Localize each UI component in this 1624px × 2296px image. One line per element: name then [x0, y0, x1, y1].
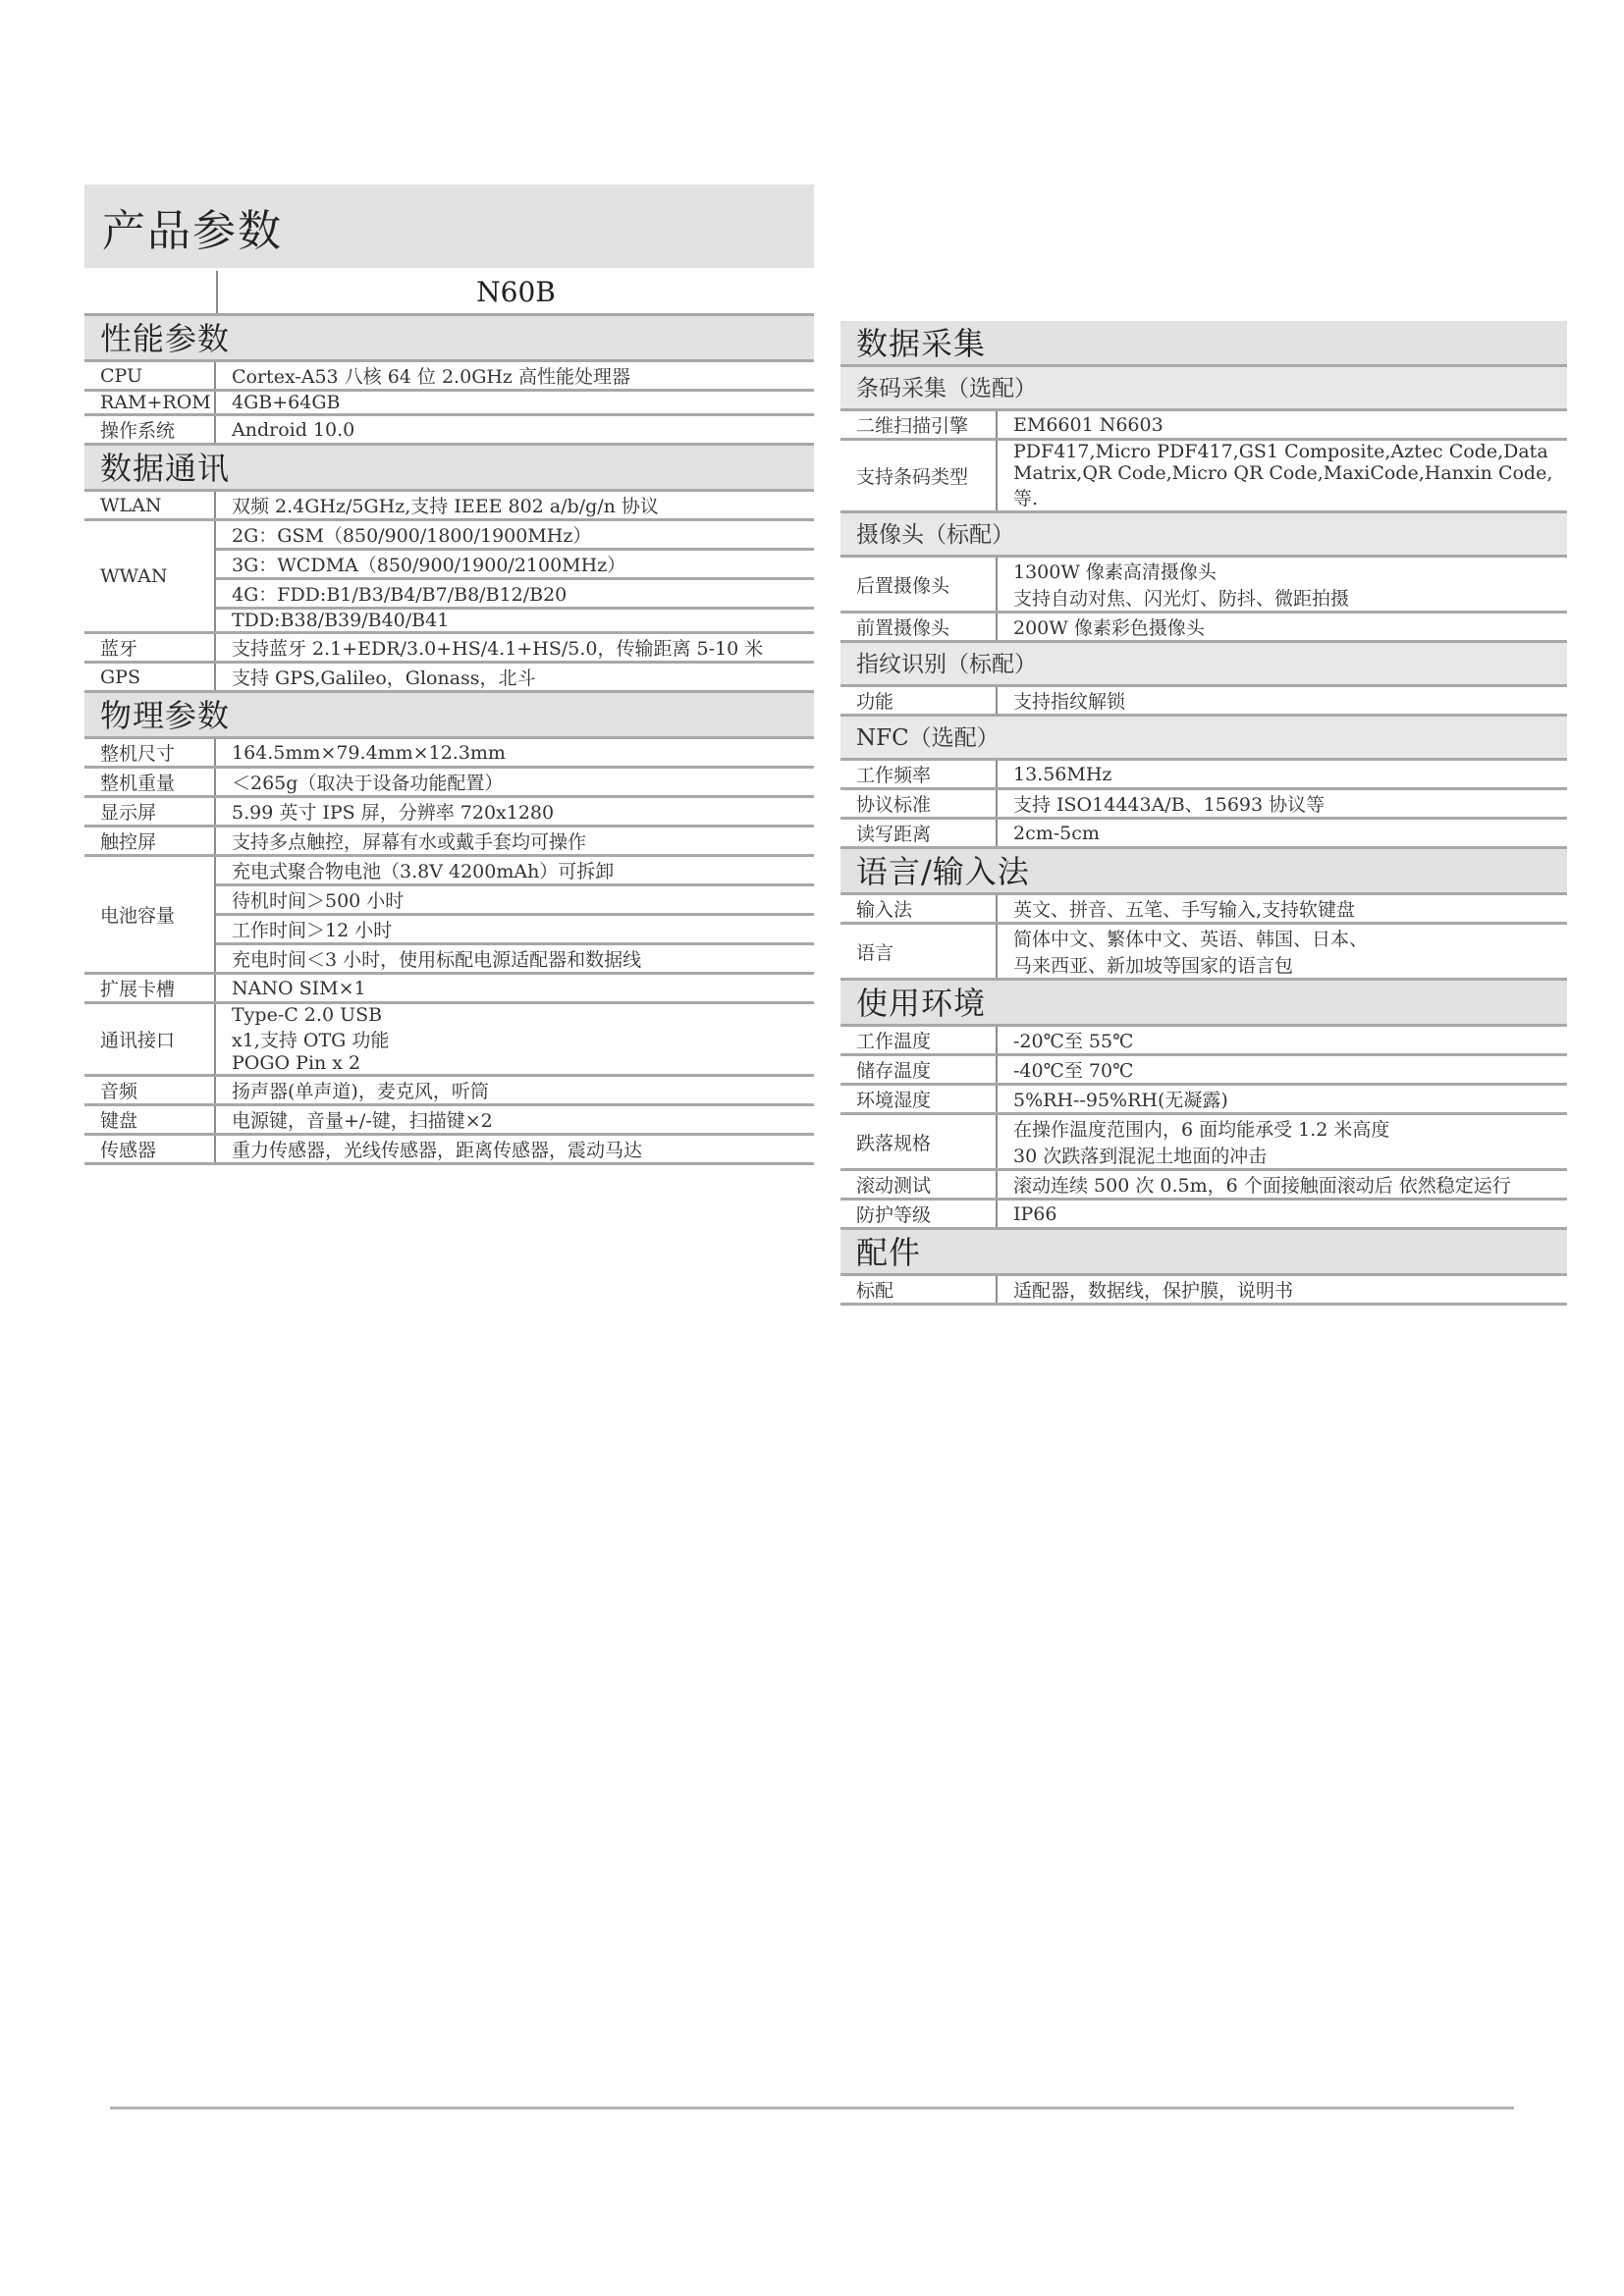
- spec-value: 简体中文、繁体中文、英语、韩国、日本、: [1013, 929, 1369, 950]
- subsection-heading: NFC（选配）: [840, 717, 1567, 761]
- spec-label: GPS: [84, 664, 216, 690]
- spec-value: Type-C 2.0 USB: [232, 1004, 383, 1026]
- spec-label: 传感器: [84, 1136, 216, 1162]
- footer-divider: [110, 2107, 1514, 2109]
- spec-value: 164.5mm×79.4mm×12.3mm: [232, 741, 506, 764]
- spec-value: 13.56MHz: [1013, 763, 1112, 785]
- spec-value: IP66: [1013, 1202, 1057, 1225]
- spec-value: -20℃至 55℃: [1013, 1031, 1134, 1052]
- spec-label: 操作系统: [84, 416, 216, 443]
- spec-value: 支持蓝牙 2.1+EDR/3.0+HS/4.1+HS/5.0，传输距离 5-10 米: [232, 638, 764, 660]
- spec-row: [840, 411, 1567, 441]
- spec-row: [84, 521, 814, 634]
- spec-value: 支持多点触控，屏幕有水或戴手套均可操作: [232, 831, 587, 853]
- spec-row: [84, 828, 814, 857]
- spec-label: 触控屏: [84, 828, 216, 854]
- spec-label: 功能: [840, 687, 998, 714]
- spec-row: [84, 392, 814, 416]
- spec-label: WWAN: [84, 521, 216, 631]
- spec-value: 马来西亚、新加坡等国家的语言包: [1013, 955, 1294, 977]
- spec-row: [840, 558, 1567, 614]
- spec-label: 跌落规格: [840, 1115, 998, 1168]
- spec-label: 音频: [84, 1077, 216, 1103]
- spec-value: x1,支持 OTG 功能: [232, 1030, 390, 1051]
- spec-row: [84, 1077, 814, 1106]
- left-spec-body: [84, 316, 814, 1165]
- spec-label: 标配: [840, 1276, 998, 1303]
- spec-row: [840, 895, 1567, 925]
- spec-value: TDD:B38/B39/B40/B41: [216, 607, 814, 631]
- model-header-blank-cell: [84, 271, 218, 313]
- left-spec-column: [84, 185, 814, 1165]
- spec-row: [840, 1056, 1567, 1086]
- spec-label: 语言: [840, 925, 998, 978]
- spec-row: [840, 1115, 1567, 1171]
- page-title: 产品参数: [84, 185, 814, 271]
- spec-value: 待机时间＞500 小时: [216, 883, 814, 913]
- subsection-heading: 摄像头（标配）: [840, 513, 1567, 558]
- spec-label: 工作频率: [840, 761, 998, 787]
- spec-row: [840, 1027, 1567, 1056]
- spec-value: 电源键，音量+/-键，扫描键×2: [232, 1110, 493, 1132]
- spec-label: CPU: [84, 362, 216, 389]
- spec-row: [840, 820, 1567, 849]
- spec-value: 充电时间＜3 小时，使用标配电源适配器和数据线: [216, 942, 814, 972]
- spec-value: 滚动连续 500 次 0.5m，6 个面接触面滚动后 依然稳定运行: [1013, 1175, 1511, 1197]
- section-heading: 物理参数: [84, 693, 814, 739]
- spec-value: 在操作温度范围内，6 面均能承受 1.2 米高度: [1013, 1119, 1390, 1141]
- spec-row: [84, 362, 814, 392]
- section-heading: 使用环境: [840, 981, 1567, 1027]
- spec-label: WLAN: [84, 492, 216, 518]
- spec-row: [84, 634, 814, 664]
- spec-label: 协议标准: [840, 790, 998, 817]
- spec-row: [84, 769, 814, 798]
- spec-value: 支持 GPS,Galileo，Glonass，北斗: [232, 667, 536, 689]
- spec-label: 蓝牙: [84, 634, 216, 661]
- spec-value: -40℃至 70℃: [1013, 1060, 1134, 1082]
- spec-row: [84, 664, 814, 693]
- spec-row: [840, 1276, 1567, 1306]
- subsection-heading: 指纹识别（标配）: [840, 643, 1567, 687]
- spec-row: [840, 1171, 1567, 1201]
- model-name: N60B: [476, 276, 556, 308]
- spec-value: 2cm-5cm: [1013, 822, 1100, 844]
- spec-label: 电池容量: [84, 857, 216, 972]
- spec-label: 环境湿度: [840, 1086, 998, 1112]
- spec-value: POGO Pin x 2: [232, 1052, 361, 1074]
- spec-value: 5%RH--95%RH(无凝露): [1013, 1090, 1228, 1111]
- spec-row: [840, 441, 1567, 513]
- spec-label: 防护等级: [840, 1201, 998, 1227]
- spec-value: 4G：FDD:B1/B3/B4/B7/B8/B12/B20: [216, 577, 814, 607]
- spec-value: 充电式聚合物电池（3.8V 4200mAh）可拆卸: [232, 861, 615, 882]
- spec-label: 滚动测试: [840, 1171, 998, 1198]
- spec-value: 200W 像素彩色摄像头: [1013, 617, 1205, 639]
- spec-value: 4GB+64GB: [232, 392, 341, 413]
- spec-row: [840, 790, 1567, 820]
- spec-value: Android 10.0: [232, 418, 355, 441]
- spec-label: 读写距离: [840, 820, 998, 846]
- spec-value: 适配器，数据线，保护膜，说明书: [1013, 1280, 1294, 1302]
- spec-value: EM6601 N6603: [1013, 413, 1164, 436]
- spec-row: [840, 1086, 1567, 1115]
- section-heading: 性能参数: [84, 316, 814, 362]
- spec-label: 输入法: [840, 895, 998, 922]
- spec-row: [84, 416, 814, 446]
- spec-value: Cortex-A53 八核 64 位 2.0GHz 高性能处理器: [232, 366, 630, 388]
- spec-value: 扬声器(单声道)，麦克风，听筒: [232, 1081, 489, 1102]
- spec-value: PDF417,Micro PDF417,GS1 Composite,Aztec Code,Data: [1013, 441, 1548, 462]
- right-spec-column: [840, 321, 1567, 1306]
- spec-row: [84, 1106, 814, 1136]
- spec-label: 后置摄像头: [840, 558, 998, 611]
- spec-row: [84, 492, 814, 521]
- spec-row: [84, 1004, 814, 1077]
- spec-value: 支持指纹解锁: [1013, 691, 1126, 713]
- spec-row: [84, 739, 814, 769]
- spec-label: 工作温度: [840, 1027, 998, 1053]
- spec-value: 双频 2.4GHz/5GHz,支持 IEEE 802 a/b/g/n 协议: [232, 496, 659, 517]
- spec-label: 显示屏: [84, 798, 216, 825]
- spec-label: 整机重量: [84, 769, 216, 795]
- spec-label: 支持条码类型: [840, 441, 998, 510]
- spec-label: 二维扫描引擎: [840, 411, 998, 438]
- spec-row: [84, 1136, 814, 1165]
- spec-value: 支持 ISO14443A/B、15693 协议等: [1013, 794, 1326, 816]
- spec-row: [840, 614, 1567, 643]
- spec-value: NANO SIM×1: [232, 977, 366, 999]
- spec-row: [840, 1201, 1567, 1230]
- spec-row: [840, 925, 1567, 981]
- spec-value: 2G：GSM（850/900/1800/1900MHz）: [232, 525, 592, 547]
- spec-label: 通讯接口: [84, 1004, 216, 1074]
- spec-row: [84, 798, 814, 828]
- spec-value: 5.99 英寸 IPS 屏，分辨率 720x1280: [232, 802, 555, 824]
- spec-value: ＜265g（取决于设备功能配置）: [232, 773, 504, 794]
- spec-row: [840, 761, 1567, 790]
- section-heading: 数据通讯: [84, 446, 814, 492]
- spec-label: 前置摄像头: [840, 614, 998, 640]
- spec-value: 3G：WCDMA（850/900/1900/2100MHz）: [216, 548, 814, 577]
- spec-row: [84, 975, 814, 1004]
- model-header-row: [84, 271, 814, 316]
- section-heading: 配件: [840, 1230, 1567, 1276]
- spec-value: 英文、拼音、五笔、手写输入,支持软键盘: [1013, 899, 1356, 921]
- spec-value: 30 次跌落到混泥土地面的冲击: [1013, 1146, 1268, 1167]
- spec-label: 储存温度: [840, 1056, 998, 1083]
- spec-label: 扩展卡槽: [84, 975, 216, 1001]
- spec-label: RAM+ROM: [84, 392, 216, 413]
- spec-label: 键盘: [84, 1106, 216, 1133]
- right-spec-body: [840, 321, 1567, 1306]
- spec-row: [84, 857, 814, 975]
- spec-row: [840, 687, 1567, 717]
- spec-value: 1300W 像素高清摄像头: [1013, 561, 1217, 583]
- section-heading: 数据采集: [840, 321, 1567, 367]
- spec-value: 支持自动对焦、闪光灯、防抖、微距拍摄: [1013, 588, 1350, 610]
- spec-value: 工作时间＞12 小时: [216, 913, 814, 942]
- subsection-heading: 条码采集（选配）: [840, 367, 1567, 411]
- spec-value: Matrix,QR Code,Micro QR Code,MaxiCode,Hanxin Code,等.: [1013, 462, 1553, 509]
- spec-value: 重力传感器，光线传感器，距离传感器，震动马达: [232, 1140, 643, 1161]
- spec-label: 整机尺寸: [84, 739, 216, 766]
- section-heading: 语言/输入法: [840, 849, 1567, 895]
